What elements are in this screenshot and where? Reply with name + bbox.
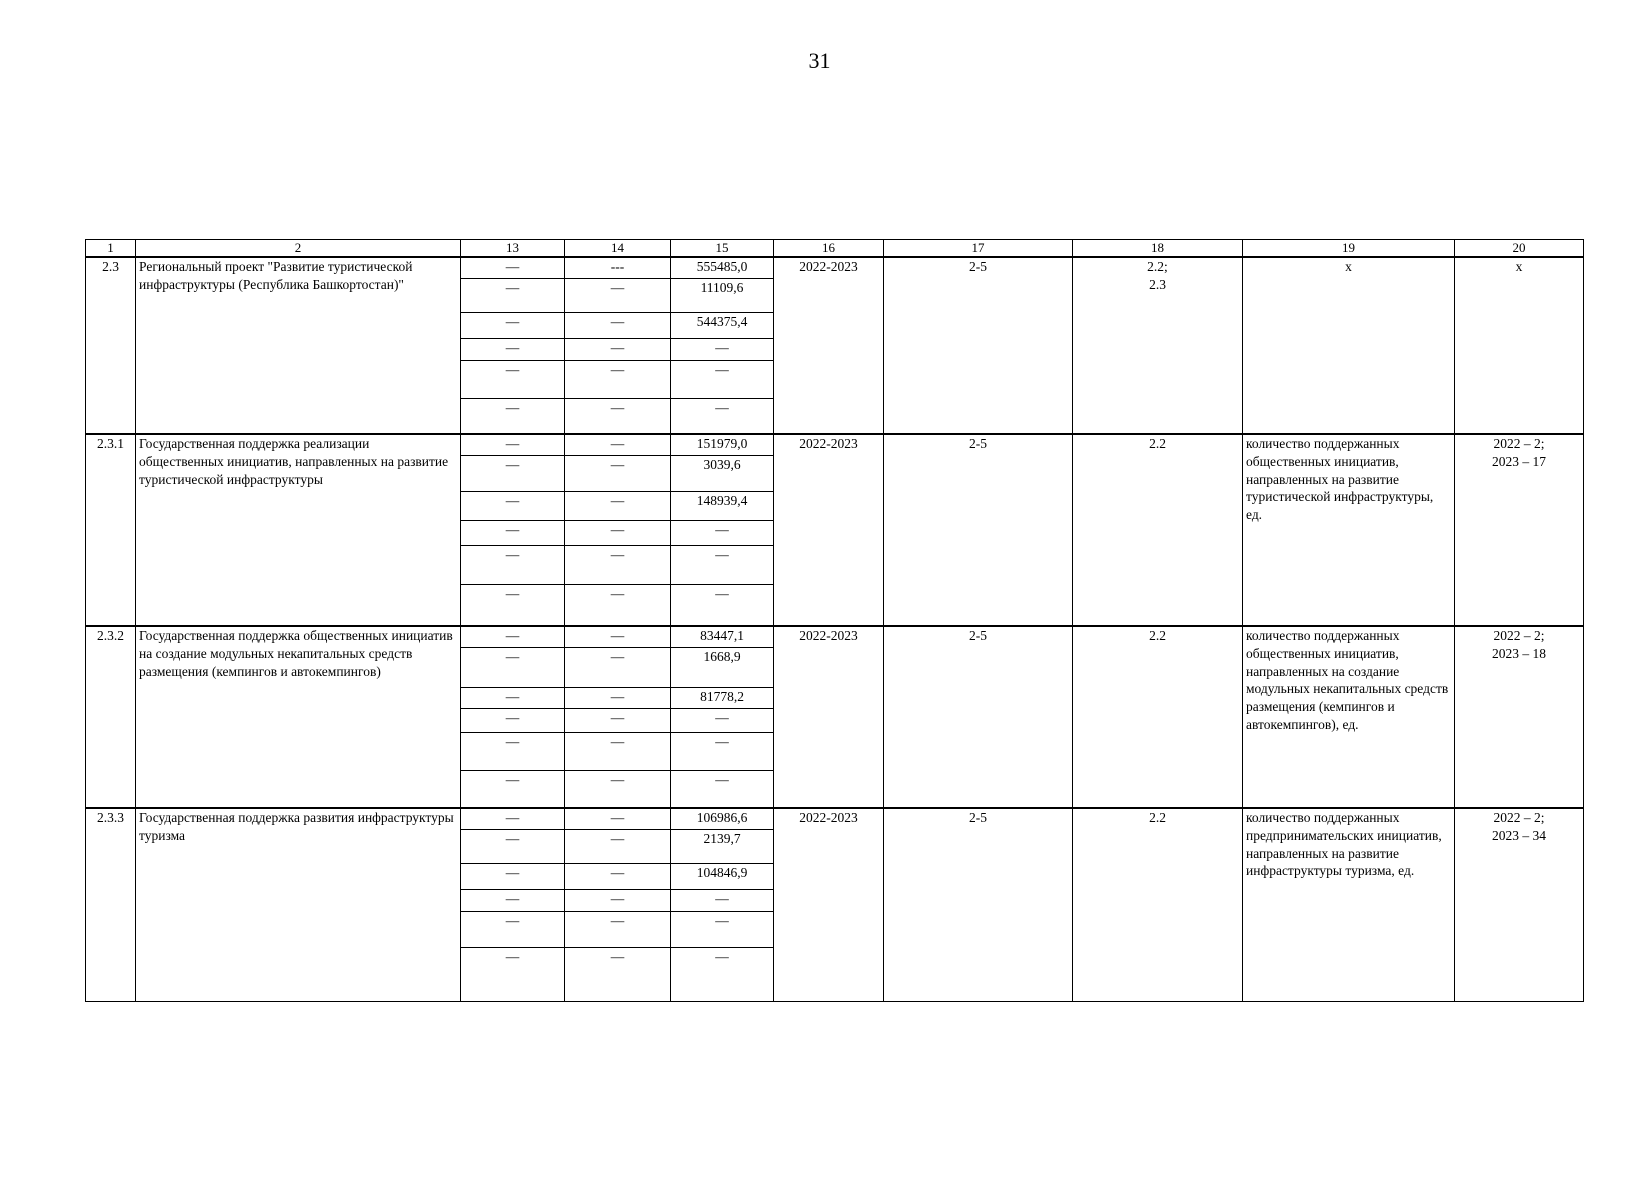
cell-col-14: —	[565, 708, 671, 732]
cell-col-13: —	[461, 732, 565, 770]
cell-col-15: 2139,7	[671, 829, 774, 863]
cell-col-13: —	[461, 889, 565, 911]
cell-col-13: —	[461, 434, 565, 455]
col-header-17: 17	[884, 240, 1073, 258]
period-cell: 2022-2023	[774, 257, 884, 434]
cell-col-18: 2.2; 2.3	[1073, 257, 1243, 434]
cell-col-13: —	[461, 257, 565, 278]
cell-col-17: 2-5	[884, 434, 1073, 626]
cell-col-15: —	[671, 338, 774, 360]
item-number: 2.3.2	[86, 626, 136, 808]
period-cell: 2022-2023	[774, 808, 884, 1001]
cell-col-14: —	[565, 398, 671, 434]
cell-col-13: —	[461, 398, 565, 434]
cell-col-14: —	[565, 584, 671, 626]
cell-col-14: —	[565, 491, 671, 520]
period-cell: 2022-2023	[774, 626, 884, 808]
cell-col-15: —	[671, 911, 774, 947]
cell-col-13: —	[461, 312, 565, 338]
cell-col-15: —	[671, 947, 774, 1001]
cell-col-13: —	[461, 584, 565, 626]
cell-col-13: —	[461, 770, 565, 808]
target-values-cell: 2022 – 2; 2023 – 34	[1455, 808, 1584, 1001]
cell-col-15: —	[671, 520, 774, 545]
cell-col-15: —	[671, 889, 774, 911]
cell-col-17: 2-5	[884, 808, 1073, 1001]
period-cell: 2022-2023	[774, 434, 884, 626]
cell-col-18: 2.2	[1073, 808, 1243, 1001]
indicator-cell: количество поддержанных общественных инициатив, направленных на развитие туристической инфраструктуры, ед.	[1243, 434, 1455, 626]
col-header-20: 20	[1455, 240, 1584, 258]
cell-col-14: —	[565, 545, 671, 584]
cell-col-13: —	[461, 545, 565, 584]
target-values-cell: 2022 – 2; 2023 – 17	[1455, 434, 1584, 626]
cell-col-15: 555485,0	[671, 257, 774, 278]
cell-col-13: —	[461, 647, 565, 687]
table-row	[86, 434, 1584, 455]
page-number: 31	[808, 48, 831, 73]
cell-col-15: —	[671, 708, 774, 732]
cell-col-15: 3039,6	[671, 455, 774, 491]
item-number: 2.3	[86, 257, 136, 434]
cell-col-13: —	[461, 278, 565, 312]
cell-col-15: 81778,2	[671, 687, 774, 708]
target-values-cell: 2022 – 2; 2023 – 18	[1455, 626, 1584, 808]
cell-col-15: 148939,4	[671, 491, 774, 520]
cell-col-15: —	[671, 360, 774, 398]
cell-col-17: 2-5	[884, 257, 1073, 434]
table-row	[86, 626, 1584, 647]
cell-col-13: —	[461, 863, 565, 889]
cell-col-13: —	[461, 708, 565, 732]
item-number: 2.3.1	[86, 434, 136, 626]
indicator-cell: количество поддержанных предпринимательских инициатив, направленных на развитие инфраструктуры туризма, ед.	[1243, 808, 1455, 1001]
cell-col-13: —	[461, 829, 565, 863]
target-values-cell: x	[1455, 257, 1584, 434]
item-name: Государственная поддержка реализации общественных инициатив, направленных на развитие туристической инфраструктуры	[136, 434, 461, 626]
cell-col-15: 83447,1	[671, 626, 774, 647]
cell-col-14: —	[565, 434, 671, 455]
item-name: Государственная поддержка общественных инициатив на создание модульных некапитальных средств размещения (кемпингов и автокемпингов)	[136, 626, 461, 808]
cell-col-14: —	[565, 520, 671, 545]
table-header	[86, 240, 1584, 258]
program-table	[85, 239, 1584, 1002]
cell-col-14: —	[565, 312, 671, 338]
cell-col-15: 104846,9	[671, 863, 774, 889]
col-header-19: 19	[1243, 240, 1455, 258]
cell-col-13: —	[461, 911, 565, 947]
cell-col-14: —	[565, 360, 671, 398]
cell-col-13: —	[461, 360, 565, 398]
cell-col-14: —	[565, 338, 671, 360]
item-number: 2.3.3	[86, 808, 136, 1001]
indicator-cell: x	[1243, 257, 1455, 434]
cell-col-14: —	[565, 863, 671, 889]
cell-col-14: —	[565, 889, 671, 911]
col-header-16: 16	[774, 240, 884, 258]
cell-col-13: —	[461, 947, 565, 1001]
col-header-13: 13	[461, 240, 565, 258]
cell-col-14: —	[565, 455, 671, 491]
cell-col-15: —	[671, 770, 774, 808]
cell-col-15: 11109,6	[671, 278, 774, 312]
cell-col-15: 151979,0	[671, 434, 774, 455]
cell-col-14: —	[565, 278, 671, 312]
table-row	[86, 257, 1584, 278]
cell-col-14: —	[565, 647, 671, 687]
cell-col-13: —	[461, 808, 565, 829]
cell-col-18: 2.2	[1073, 434, 1243, 626]
cell-col-14: —	[565, 732, 671, 770]
cell-col-15: —	[671, 545, 774, 584]
item-name: Государственная поддержка развития инфраструктуры туризма	[136, 808, 461, 1001]
col-header-14: 14	[565, 240, 671, 258]
cell-col-14: —	[565, 947, 671, 1001]
cell-col-13: —	[461, 491, 565, 520]
cell-col-14: —	[565, 626, 671, 647]
cell-col-14: —	[565, 829, 671, 863]
cell-col-15: —	[671, 732, 774, 770]
cell-col-15: 1668,9	[671, 647, 774, 687]
col-header-15: 15	[671, 240, 774, 258]
cell-col-15: —	[671, 398, 774, 434]
cell-col-13: —	[461, 338, 565, 360]
cell-col-13: —	[461, 626, 565, 647]
cell-col-18: 2.2	[1073, 626, 1243, 808]
cell-col-15: 106986,6	[671, 808, 774, 829]
cell-col-15: 544375,4	[671, 312, 774, 338]
cell-col-13: —	[461, 455, 565, 491]
cell-col-14: —	[565, 808, 671, 829]
cell-col-13: —	[461, 520, 565, 545]
col-header-1: 1	[86, 240, 136, 258]
indicator-cell: количество поддержанных общественных инициатив, направленных на создание модульных некапитальных средств размещения (кемпингов и автокемпингов), ед.	[1243, 626, 1455, 808]
cell-col-17: 2-5	[884, 626, 1073, 808]
table-body	[86, 257, 1584, 1001]
cell-col-15: —	[671, 584, 774, 626]
item-name: Региональный проект "Развитие туристической инфраструктуры (Республика Башкортостан)"	[136, 257, 461, 434]
cell-col-14: —	[565, 687, 671, 708]
cell-col-13: —	[461, 687, 565, 708]
col-header-18: 18	[1073, 240, 1243, 258]
table-row	[86, 808, 1584, 829]
cell-col-14: —	[565, 911, 671, 947]
cell-col-14: —	[565, 770, 671, 808]
col-header-2: 2	[136, 240, 461, 258]
cell-col-14: ---	[565, 257, 671, 278]
